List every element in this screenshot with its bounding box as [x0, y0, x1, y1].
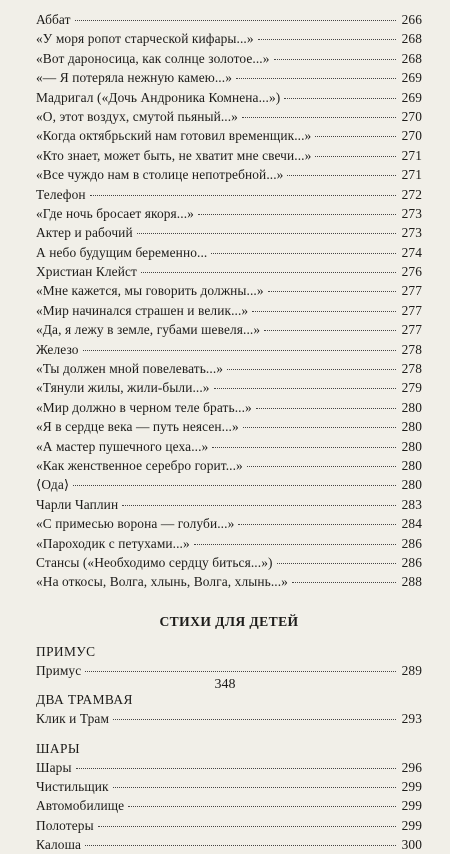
group-title: ПРИМУС [36, 642, 422, 661]
entry-title: Актер и рабочий [36, 223, 135, 242]
entry-page: 280 [398, 398, 422, 417]
toc-entry [36, 378, 422, 397]
entry-page: 278 [398, 340, 422, 359]
dot-leader [76, 768, 396, 769]
toc-entry [36, 796, 422, 815]
dot-leader [137, 233, 396, 234]
toc-entry [36, 456, 422, 475]
toc-entry [36, 340, 422, 359]
toc-entry [36, 281, 422, 300]
entry-page: 280 [398, 475, 422, 494]
dot-leader [243, 427, 396, 428]
dot-leader [214, 388, 396, 389]
toc-entry [36, 301, 422, 320]
entry-page: 288 [398, 572, 422, 591]
toc-entry [36, 495, 422, 514]
entry-page: 280 [398, 456, 422, 475]
entry-title: «Мир должно в черном теле брать...» [36, 398, 254, 417]
toc-entry [36, 709, 422, 728]
dot-leader [113, 787, 396, 788]
dot-leader [141, 272, 396, 273]
entry-title: Полотеры [36, 816, 96, 835]
dot-leader [292, 582, 396, 583]
toc-groups [36, 642, 422, 854]
entry-page: 271 [398, 146, 422, 165]
entry-title: «Где ночь бросает якоря...» [36, 204, 196, 223]
entry-page: 296 [398, 758, 422, 777]
dot-leader [122, 505, 396, 506]
entry-title: «О, этот воздух, смутой пьяный...» [36, 107, 240, 126]
entry-page: 293 [398, 709, 422, 728]
toc-entry [36, 398, 422, 417]
toc-entry [36, 262, 422, 281]
dot-leader [284, 98, 396, 99]
entry-title: «— Я потеряла нежную камею...» [36, 68, 234, 87]
dot-leader [85, 845, 396, 846]
entry-page: 269 [398, 68, 422, 87]
entry-page: 280 [398, 437, 422, 456]
toc-entry [36, 475, 422, 494]
page-number: 348 [0, 677, 450, 693]
dot-leader [315, 136, 396, 137]
dot-leader [247, 466, 396, 467]
entry-title: Железо [36, 340, 81, 359]
toc-entry [36, 777, 422, 796]
entry-page: 273 [398, 204, 422, 223]
entry-title: Телефон [36, 185, 88, 204]
dot-leader [227, 369, 396, 370]
toc-entry [36, 572, 422, 591]
toc-entry [36, 88, 422, 107]
entry-title: Автомобилище [36, 796, 126, 815]
entry-page: 283 [398, 495, 422, 514]
entry-title: Мадригал («Дочь Андроника Комнена...») [36, 88, 282, 107]
dot-leader [315, 156, 396, 157]
entry-title: Клик и Трам [36, 709, 111, 728]
entry-title: «Мир начинался страшен и велик...» [36, 301, 250, 320]
group-title: ДВА ТРАМВАЯ [36, 690, 422, 709]
entry-title: «Вот дароносица, как солнце золотое...» [36, 49, 272, 68]
entry-title: «Когда октябрьский нам готовил временщик...» [36, 126, 313, 145]
entry-page: 271 [398, 165, 422, 184]
entry-title: «А мастер пушечного цеха...» [36, 437, 210, 456]
toc-group [36, 642, 422, 680]
toc-entry [36, 553, 422, 572]
entry-title: Христиан Клейст [36, 262, 139, 281]
entry-page: 280 [398, 417, 422, 436]
dot-leader [264, 330, 396, 331]
dot-leader [274, 59, 396, 60]
toc-entry [36, 417, 422, 436]
entry-page: 277 [398, 301, 422, 320]
section-title: СТИХИ ДЛЯ ДЕТЕЙ [36, 614, 422, 630]
entry-title: Стансы («Необходимо сердцу биться...») [36, 553, 275, 572]
toc-entry [36, 835, 422, 854]
entry-title: А небо будущим беременно... [36, 243, 209, 262]
entry-page: 299 [398, 777, 422, 796]
group-title: ШАРЫ [36, 739, 422, 758]
entry-page: 270 [398, 126, 422, 145]
entry-title: «С примесью ворона — голуби...» [36, 514, 236, 533]
dot-leader [128, 806, 396, 807]
entry-title: «Да, я лежу в земле, губами шевеля...» [36, 320, 262, 339]
dot-leader [258, 39, 396, 40]
dot-leader [238, 524, 396, 525]
toc-entry [36, 223, 422, 242]
entry-page: 268 [398, 29, 422, 48]
entry-title: «Мне кажется, мы говорить должны...» [36, 281, 266, 300]
dot-leader [83, 350, 396, 351]
entry-title: «Все чуждо нам в столице непотребной...» [36, 165, 285, 184]
entry-title: Аббат [36, 10, 73, 29]
dot-leader [113, 719, 396, 720]
dot-leader [198, 214, 396, 215]
dot-leader [277, 563, 396, 564]
toc-entry [36, 758, 422, 777]
entry-title: «Как женственное серебро горит...» [36, 456, 245, 475]
entry-title: «Кто знает, может быть, не хватит мне свечи...» [36, 146, 313, 165]
toc-entry [36, 29, 422, 48]
entry-page: 299 [398, 816, 422, 835]
entry-title: Шары [36, 758, 74, 777]
dot-leader [73, 485, 396, 486]
toc-entry [36, 185, 422, 204]
toc-entry [36, 816, 422, 835]
toc-entry [36, 107, 422, 126]
dot-leader [236, 78, 396, 79]
entry-page: 279 [398, 378, 422, 397]
entry-title: ⟨Ода⟩ [36, 475, 71, 494]
entry-page: 269 [398, 88, 422, 107]
entry-page: 277 [398, 320, 422, 339]
dot-leader [211, 253, 396, 254]
dot-leader [85, 671, 396, 672]
entry-title: «Пароходик с петухами...» [36, 534, 192, 553]
dot-leader [212, 447, 396, 448]
dot-leader [90, 195, 396, 196]
dot-leader [252, 311, 396, 312]
dot-leader [98, 826, 396, 827]
entry-title: «У моря ропот старческой кифары...» [36, 29, 256, 48]
toc-group [36, 739, 422, 854]
entry-page: 277 [398, 281, 422, 300]
toc-entry [36, 359, 422, 378]
entry-title: «Тянули жилы, жили-были...» [36, 378, 212, 397]
entry-page: 286 [398, 553, 422, 572]
entry-page: 289 [398, 661, 422, 680]
toc-page [36, 10, 422, 854]
entry-page: 286 [398, 534, 422, 553]
entry-page: 266 [398, 10, 422, 29]
entry-page: 299 [398, 796, 422, 815]
entry-title: Чистильщик [36, 777, 111, 796]
toc-entry [36, 68, 422, 87]
dot-leader [268, 291, 396, 292]
entry-page: 278 [398, 359, 422, 378]
toc-entry [36, 10, 422, 29]
entry-page: 284 [398, 514, 422, 533]
entry-title: Калоша [36, 835, 83, 854]
dot-leader [194, 544, 396, 545]
entry-title: «На откосы, Волга, хлынь, Волга, хлынь...» [36, 572, 290, 591]
toc-entry [36, 534, 422, 553]
entry-title: «Я в сердце века — путь неясен...» [36, 417, 241, 436]
toc-list [36, 10, 422, 592]
dot-leader [75, 20, 396, 21]
toc-entry [36, 126, 422, 145]
entry-title: Чарли Чаплин [36, 495, 120, 514]
dot-leader [242, 117, 396, 118]
toc-entry [36, 514, 422, 533]
entry-page: 270 [398, 107, 422, 126]
entry-title: «Ты должен мной повелевать...» [36, 359, 225, 378]
entry-page: 300 [398, 835, 422, 854]
entry-page: 276 [398, 262, 422, 281]
entry-page: 274 [398, 243, 422, 262]
entry-title: Примус [36, 661, 83, 680]
toc-entry [36, 243, 422, 262]
toc-entry [36, 146, 422, 165]
entry-page: 273 [398, 223, 422, 242]
toc-group [36, 690, 422, 728]
toc-entry [36, 320, 422, 339]
entry-page: 272 [398, 185, 422, 204]
dot-leader [256, 408, 396, 409]
toc-entry [36, 437, 422, 456]
toc-entry [36, 49, 422, 68]
toc-entry [36, 204, 422, 223]
toc-entry [36, 165, 422, 184]
entry-page: 268 [398, 49, 422, 68]
dot-leader [287, 175, 396, 176]
